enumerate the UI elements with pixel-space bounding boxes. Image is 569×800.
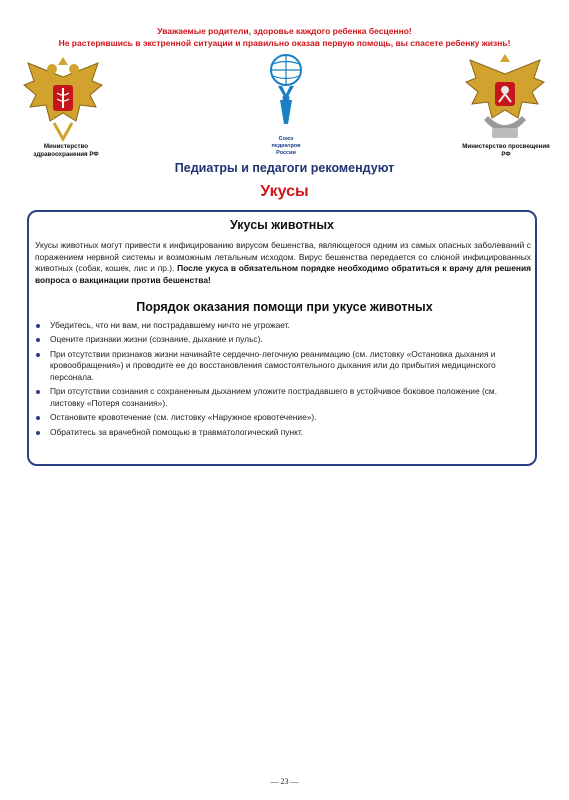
caption-line-1: Союз — [278, 136, 294, 142]
list-item — [36, 349, 532, 384]
caption-line-3: России — [276, 150, 296, 156]
intro-warning: После укуса в обязательном порядке необходимо обратиться к врачу для решения вопроса о вакцинации против бешенства! — [35, 263, 531, 286]
header-line-1: Уважаемые родители, здоровье каждого ребенка бесценно! — [157, 26, 412, 36]
bullet-icon — [36, 431, 40, 435]
caption-line-2: педиатров — [271, 143, 301, 149]
page-title: Укусы — [260, 183, 309, 200]
list-item-text: Убедитесь, что ни вам, ни пострадавшему ничто не угрожает. — [50, 320, 290, 330]
list-item — [36, 412, 532, 424]
union-pediatricians-caption — [258, 136, 314, 157]
bullet-icon — [36, 416, 40, 420]
bullet-icon — [36, 324, 40, 328]
ministry-health-emblem-icon — [20, 55, 106, 145]
bullet-icon — [36, 338, 40, 342]
steps-list — [36, 320, 532, 441]
list-item — [36, 386, 532, 409]
list-item — [36, 320, 532, 332]
list-item-text: Оцените признаки жизни (сознание, дыхание и пульс). — [50, 334, 263, 345]
subtitle: Педиатры и педагоги рекомендуют — [174, 161, 395, 175]
list-item — [36, 427, 532, 439]
intro-text: Укусы животных могут привести к инфицированию вирусом бешенства, являющегося одним из самых опасных заболеваний с поражением нервной системы и возможным летальным исходом. Вирус бешенства передается со слюной инфицированных животных (собак, кошек, лис и пр.). — [35, 240, 531, 274]
list-item-text: При отсутствии сознания с сохраненным дыханием уложите пострадавшего в устойчивое боковое положение (см. листовку «Потеря сознания»). — [50, 386, 498, 408]
ministry-health-caption: Министерство здравоохранения РФ — [33, 143, 99, 158]
bullet-icon — [36, 353, 40, 357]
ministry-education-caption: Министерство просвещения РФ — [462, 143, 550, 158]
page-number: — 23 — — [270, 777, 299, 786]
union-pediatricians-logo-icon — [254, 52, 318, 136]
list-item — [36, 334, 532, 346]
header-line-2: Не растерявшись в экстренной ситуации и правильно оказав первую помощь, вы спасете ребенку жизнь! — [58, 38, 511, 48]
ministry-education-emblem-icon — [462, 52, 548, 144]
bullet-icon — [36, 390, 40, 394]
section-heading: Порядок оказания помощи при укусе животных — [136, 300, 433, 314]
list-item-text: Обратитесь за врачебной помощью в травматологический пункт. — [50, 426, 304, 437]
panel-heading: Укусы животных — [230, 218, 334, 232]
list-item-text: При отсутствии признаков жизни начинайте сердечно-легочную реанимацию (см. листовку «Остановка дыхания и кровообращения») и проводите ее до восстановления самостоятельного дыхания или до прибытия медицинского персонала. — [50, 348, 496, 382]
list-item-text: Остановите кровотечение (см. листовку «Наружное кровотечение»). — [50, 412, 317, 423]
intro-paragraph — [35, 240, 531, 287]
